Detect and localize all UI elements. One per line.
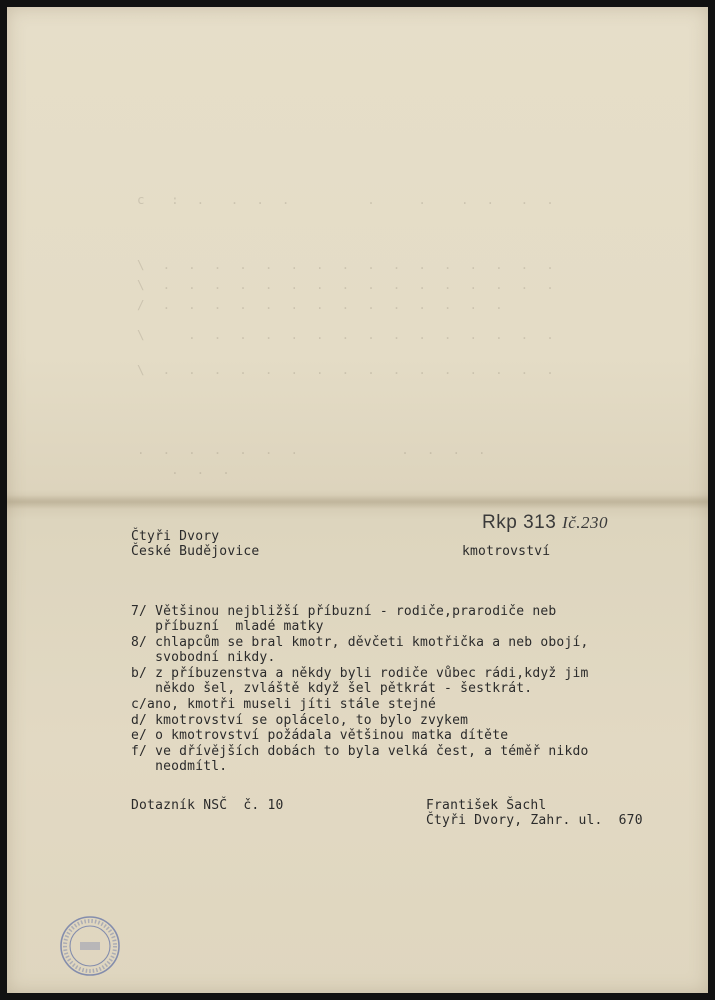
answer-e-line1: e/ o kmotrovství požádala většinou matka dítěte	[131, 728, 509, 743]
answer-7-line2: příbuzní mladé matky	[131, 619, 324, 634]
answer-b-line1: b/ z příbuzenstva a někdy byli rodiče vůbec rádi,když jim	[131, 666, 589, 681]
place-line-2: České Budějovice	[131, 544, 260, 559]
answer-c-line1: c/ano, kmotři museli jíti stále stejné	[131, 697, 437, 712]
topic-label: kmotrovství	[462, 544, 551, 559]
show-through-text: / . . . . . . . . . . . . . .	[137, 297, 504, 312]
paper-fold	[7, 495, 708, 509]
answer-d-line1: d/ kmotrovství se oplácelo, to bylo zvykem	[131, 713, 469, 728]
author-address: Čtyři Dvory, Zahr. ul. 670	[426, 813, 643, 828]
show-through-text: \ . . . . . . . . . . . . . . . .	[137, 277, 555, 292]
answer-f-line1: f/ ve dřívějších dobách to byla velká čest, a téměř nikdo	[131, 744, 589, 759]
ref-printed: Rkp 313	[482, 512, 557, 533]
author-name: František Šachl	[426, 798, 547, 813]
ref-handwritten: Ič.230	[562, 513, 609, 532]
archive-stamp-icon	[59, 915, 121, 977]
answer-8-line2: svobodní nikdy.	[131, 650, 276, 665]
show-through-text: . . .	[137, 462, 231, 477]
answer-7-line1: 7/ Většinou nejbližší příbuzní - rodiče,prarodiče neb	[131, 604, 557, 619]
answer-f-line2: neodmítl.	[131, 759, 228, 774]
show-through-text: \ . . . . . . . . . . . . . . . .	[137, 257, 555, 272]
answer-b-line2: někdo šel, zvláště když šel pětkrát - šestkrát.	[131, 681, 533, 696]
archive-reference	[482, 512, 608, 534]
place-line-1: Čtyři Dvory	[131, 529, 220, 544]
questionnaire-label: Dotazník NSČ č. 10	[131, 798, 284, 813]
show-through-text: \ . . . . . . . . . . . . . . . .	[137, 362, 555, 377]
show-through-text: . . . . . . . . . . .	[137, 442, 487, 457]
answer-8-line1: 8/ chlapcům se bral kmotr, děvčeti kmotřička a neb obojí,	[131, 635, 589, 650]
document-page	[7, 7, 708, 993]
show-through-text: \ . . . . . . . . . . . . . . .	[137, 327, 555, 342]
show-through-text: c : . . . . . . . . . .	[137, 192, 555, 207]
